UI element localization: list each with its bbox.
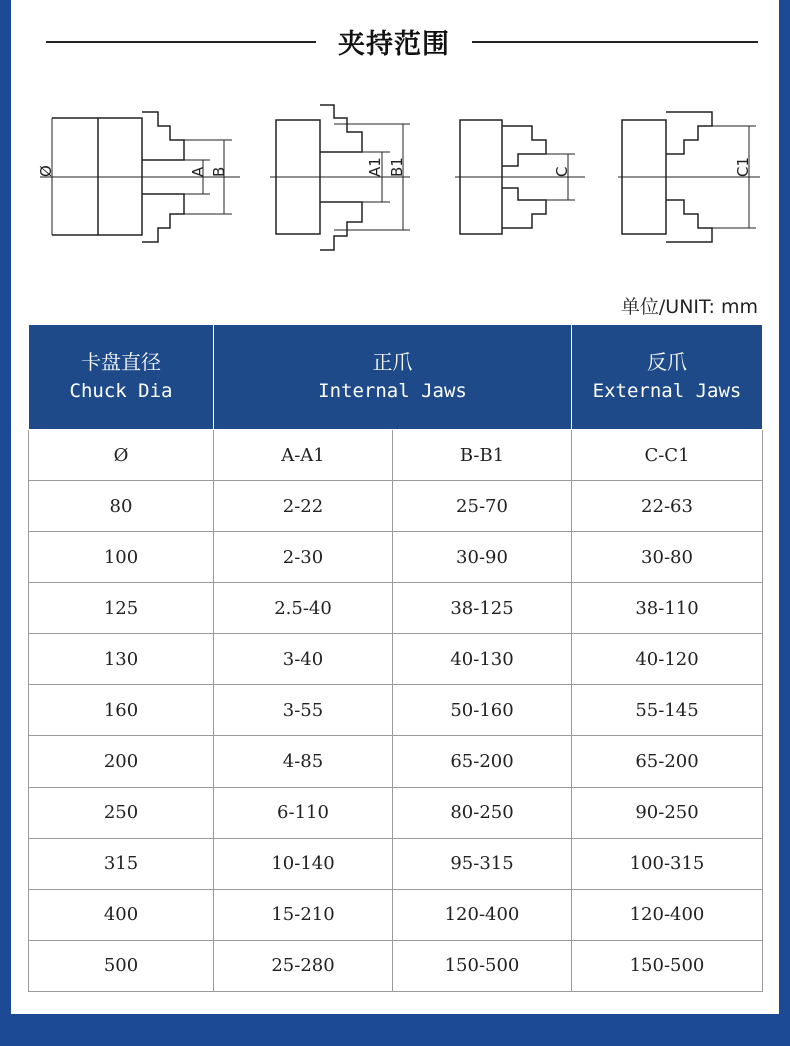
- table-row: [29, 889, 763, 940]
- table-cell: 38-125: [393, 583, 572, 634]
- table-cell: 38-110: [572, 583, 763, 634]
- table-cell: 2-22: [214, 481, 393, 532]
- table-cell: 150-500: [393, 940, 572, 991]
- table-cell: 2-30: [214, 532, 393, 583]
- title-rule-left: [46, 41, 316, 43]
- table-row: [29, 481, 763, 532]
- table-cell: 40-120: [572, 634, 763, 685]
- table-row: [29, 685, 763, 736]
- table-cell: 400: [29, 889, 214, 940]
- clamping-range-diagram: [0, 88, 790, 288]
- table-cell: 15-210: [214, 889, 393, 940]
- section-header: [0, 0, 790, 84]
- table-cell: 90-250: [572, 787, 763, 838]
- label-b: B: [210, 166, 228, 177]
- table-row: [29, 940, 763, 991]
- table-cell: 10-140: [214, 838, 393, 889]
- label-c1: C1: [734, 156, 752, 177]
- table-cell: 3-55: [214, 685, 393, 736]
- table-cell: 65-200: [393, 736, 572, 787]
- title-rule-right: [472, 41, 758, 43]
- label-a: A: [189, 166, 207, 177]
- table-cell: 500: [29, 940, 214, 991]
- label-c: C: [553, 166, 571, 177]
- table-cell: 30-80: [572, 532, 763, 583]
- header-internal-jaws: 正爪 Internal Jaws: [214, 325, 572, 430]
- table-cell: 100: [29, 532, 214, 583]
- table-row: [29, 583, 763, 634]
- table-cell: 25-70: [393, 481, 572, 532]
- subheader-cell: Ø: [29, 430, 214, 481]
- table-cell: 6-110: [214, 787, 393, 838]
- unit-label: 单位/UNIT: mm: [620, 296, 758, 318]
- table-row: [29, 736, 763, 787]
- table-cell: 80: [29, 481, 214, 532]
- table-subheader-row: [29, 430, 763, 481]
- table-row: [29, 532, 763, 583]
- table-cell: 40-130: [393, 634, 572, 685]
- table-cell: 150-500: [572, 940, 763, 991]
- table-row: [29, 787, 763, 838]
- table-cell: 4-85: [214, 736, 393, 787]
- table-cell: 120-400: [393, 889, 572, 940]
- header-external-jaws: 反爪 External Jaws: [572, 325, 763, 430]
- table-row: [29, 838, 763, 889]
- table-cell: 95-315: [393, 838, 572, 889]
- table-cell: 80-250: [393, 787, 572, 838]
- table-cell: 130: [29, 634, 214, 685]
- table-cell: 55-145: [572, 685, 763, 736]
- table-cell: 65-200: [572, 736, 763, 787]
- table-cell: 100-315: [572, 838, 763, 889]
- label-b1: B1: [388, 157, 406, 177]
- table-cell: 120-400: [572, 889, 763, 940]
- subheader-cell: B-B1: [393, 430, 572, 481]
- section-title: 夹持范围: [338, 29, 450, 60]
- table-cell: 250: [29, 787, 214, 838]
- table-cell: 3-40: [214, 634, 393, 685]
- subheader-cell: C-C1: [572, 430, 763, 481]
- label-a1: A1: [366, 157, 384, 177]
- table-cell: 125: [29, 583, 214, 634]
- subheader-cell: A-A1: [214, 430, 393, 481]
- table-header-row: [29, 325, 763, 430]
- clamping-range-table: [28, 324, 763, 992]
- table-cell: 25-280: [214, 940, 393, 991]
- table-cell: 200: [29, 736, 214, 787]
- header-chuck-dia: 卡盘直径 Chuck Dia: [29, 325, 214, 430]
- table-cell: 50-160: [393, 685, 572, 736]
- table-cell: 22-63: [572, 481, 763, 532]
- label-diameter: Ø: [37, 165, 55, 177]
- table-row: [29, 634, 763, 685]
- table-cell: 160: [29, 685, 214, 736]
- table-cell: 2.5-40: [214, 583, 393, 634]
- table-cell: 30-90: [393, 532, 572, 583]
- table-cell: 315: [29, 838, 214, 889]
